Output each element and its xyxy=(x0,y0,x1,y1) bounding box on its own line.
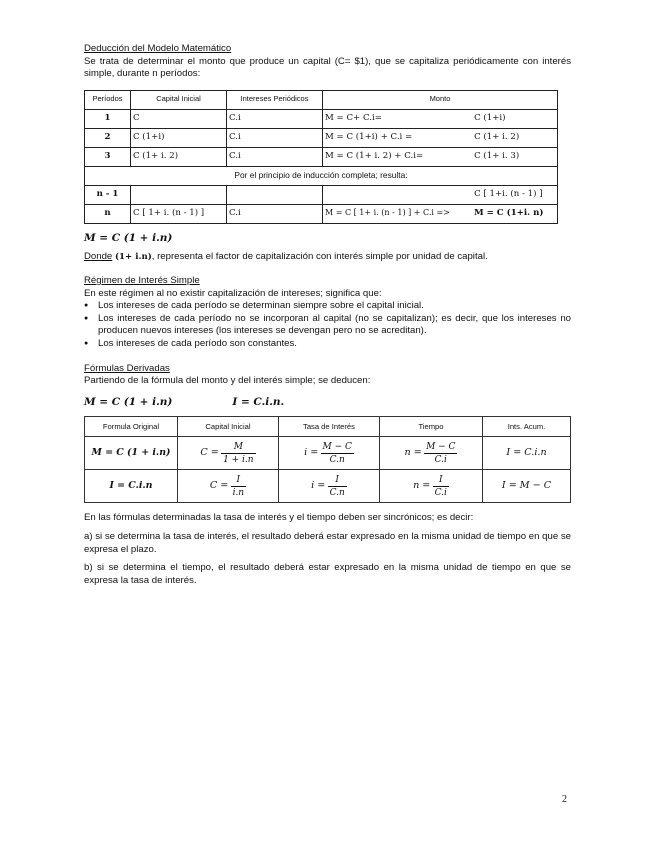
cell-monto-result: M = C (1+i. n) xyxy=(472,204,557,223)
list-item: ● Los intereses de cada período son constantes. xyxy=(84,338,571,351)
derived-formulas-table xyxy=(84,416,571,503)
cell-tasa xyxy=(279,470,380,503)
numerator: I xyxy=(328,474,347,487)
page-content xyxy=(84,43,571,587)
denominator: C.n xyxy=(329,454,345,465)
paragraph-note: En las fórmulas determinadas la tasa de interés y el tiempo deben ser sincrónicos; es decir: xyxy=(84,512,474,524)
header-intereses: Intereses Periódicos xyxy=(227,90,323,109)
eq-lhs: C = xyxy=(200,447,219,459)
cell-tiempo xyxy=(380,437,483,470)
paragraph-formulas: Partiendo de la fórmula del monto y del interés simple; se deducen: xyxy=(84,375,371,387)
header-capital: Capital Inicial xyxy=(131,90,227,109)
denominator: C.i xyxy=(434,454,447,465)
cell-monto-result: C (1+ i. 3) xyxy=(472,147,557,166)
header-periodos: Períodos xyxy=(85,90,131,109)
cell-period: n - 1 xyxy=(85,185,131,204)
cell-period: 2 xyxy=(85,128,131,147)
table-row xyxy=(85,204,558,223)
paragraph-item-a: a) si se determina la tasa de interés, el resultado deberá estar expresado en la misma unidad de tiempo en que se expresa el plazo. xyxy=(84,530,571,555)
denominator: C.n xyxy=(329,487,345,498)
cell-original: M = C (1 + i.n) xyxy=(85,437,178,470)
page-number: 2 xyxy=(562,794,567,805)
donde-text: , representa el factor de capitalización con interés simple por unidad de capital. xyxy=(151,251,488,263)
cell-monto-result: C (1+ i. 2) xyxy=(472,128,557,147)
table-row xyxy=(85,147,558,166)
eq-lhs: n = xyxy=(404,447,422,459)
monto-table xyxy=(84,90,558,224)
table-header-row xyxy=(85,90,558,109)
cell-capital: C xyxy=(131,109,227,128)
table-row xyxy=(85,437,571,470)
table-row xyxy=(85,470,571,503)
cell-monto-expr xyxy=(323,185,473,204)
fraction xyxy=(221,441,256,466)
cell-capital xyxy=(178,470,279,503)
eq-lhs: n = xyxy=(413,480,431,492)
table-row xyxy=(85,128,558,147)
cell-monto-expr: M = C (1+ i. 2) + C.i= xyxy=(323,147,473,166)
eq-lhs: i = xyxy=(311,480,326,492)
formula-interes: I = C.i.n. xyxy=(232,395,285,408)
section-heading-regimen: Régimen de Interés Simple xyxy=(84,274,200,286)
eq-lhs: i = xyxy=(304,447,319,459)
numerator: I xyxy=(433,474,449,487)
header-tiempo: Tiempo xyxy=(380,417,483,437)
cell-interest xyxy=(227,185,323,204)
numerator: I xyxy=(231,474,247,487)
cell-original: I = C.i.n xyxy=(85,470,178,503)
cell-period: 1 xyxy=(85,109,131,128)
table-row xyxy=(85,185,558,204)
header-ints-acum: Ints. Acum. xyxy=(483,417,571,437)
cell-period: n xyxy=(85,204,131,223)
donde-formula: (1+ i.n) xyxy=(114,252,152,263)
denominator: C.i xyxy=(434,487,447,498)
formula-line xyxy=(84,396,571,409)
numerator: M xyxy=(221,441,256,454)
list-item: ● Los intereses de cada período no se incorporan al capital (no se capitalizan); es decir, que los intereses no producen nuevos intereses (los intereses se devengan pero no se acreditan). xyxy=(84,313,571,338)
cell-capital xyxy=(178,437,279,470)
cell-tasa xyxy=(279,437,380,470)
fraction xyxy=(433,474,449,499)
cell-ints: I = C.i.n xyxy=(483,437,571,470)
formula-monto: M = C (1 + i.n) xyxy=(84,231,173,244)
fraction xyxy=(328,474,347,499)
cell-monto-expr: M = C [ 1+ i. (n - 1) ] + C.i => xyxy=(323,204,473,223)
cell-interest: C.i xyxy=(227,128,323,147)
paragraph-item-b: b) si se determina el tiempo, el resultado deberá estar expresado en la misma unidad de tiempo en que se expresa la tasa de interés. xyxy=(84,562,571,586)
cell-period: 3 xyxy=(85,147,131,166)
cell-monto-result: C [ 1+i. (n - 1) ] xyxy=(472,185,557,204)
denominator: 1 + i.n xyxy=(223,454,254,465)
header-formula-original: Formula Original xyxy=(85,417,178,437)
table-row-induction xyxy=(85,166,558,185)
eq-lhs: C = xyxy=(209,480,229,492)
cell-tiempo xyxy=(380,470,483,503)
header-capital-inicial: Capital Inicial xyxy=(178,417,279,437)
header-monto: Monto xyxy=(323,90,558,109)
cell-monto-expr: M = C (1+i) + C.i = xyxy=(323,128,473,147)
induction-note: Por el principio de inducción completa; resulta: xyxy=(85,166,558,185)
donde-paragraph xyxy=(84,251,571,264)
numerator: M − C xyxy=(426,441,456,452)
fraction xyxy=(424,441,457,466)
section-heading-deduccion: Deducción del Modelo Matemático xyxy=(84,43,232,54)
fraction xyxy=(321,441,354,466)
cell-interest: C.i xyxy=(227,147,323,166)
cell-capital: C [ 1+ i. (n - 1) ] xyxy=(131,204,227,223)
cell-capital xyxy=(131,185,227,204)
cell-interest: C.i xyxy=(227,109,323,128)
list-item: ● Los intereses de cada período se determinan siempre sobre el capital inicial. xyxy=(84,300,571,313)
table-header-row xyxy=(85,417,571,437)
paragraph-intro: Se trata de determinar el monto que produce un capital (C= $1), que se capitaliza periódicamente con interés simple, durante n períodos: xyxy=(84,55,571,80)
table-row xyxy=(85,109,558,128)
formula-monto-2: M = C (1 + i.n) xyxy=(84,395,173,408)
paragraph-regimen: En este régimen al no existir capitalización de intereses; significa que: xyxy=(84,287,382,299)
section-heading-formulas: Fórmulas Derivadas xyxy=(84,362,170,374)
cell-capital: C (1+ i. 2) xyxy=(131,147,227,166)
denominator: i.n xyxy=(232,487,245,498)
numerator: M − C xyxy=(322,441,352,452)
fraction xyxy=(231,474,247,499)
donde-label: Donde xyxy=(84,251,113,263)
cell-ints: I = M − C xyxy=(483,470,571,503)
cell-capital: C (1+i) xyxy=(131,128,227,147)
header-tasa: Tasa de Interés xyxy=(279,417,380,437)
cell-interest: C.i xyxy=(227,204,323,223)
cell-monto-expr: M = C+ C.i= xyxy=(323,109,473,128)
cell-monto-result: C (1+i) xyxy=(472,109,557,128)
